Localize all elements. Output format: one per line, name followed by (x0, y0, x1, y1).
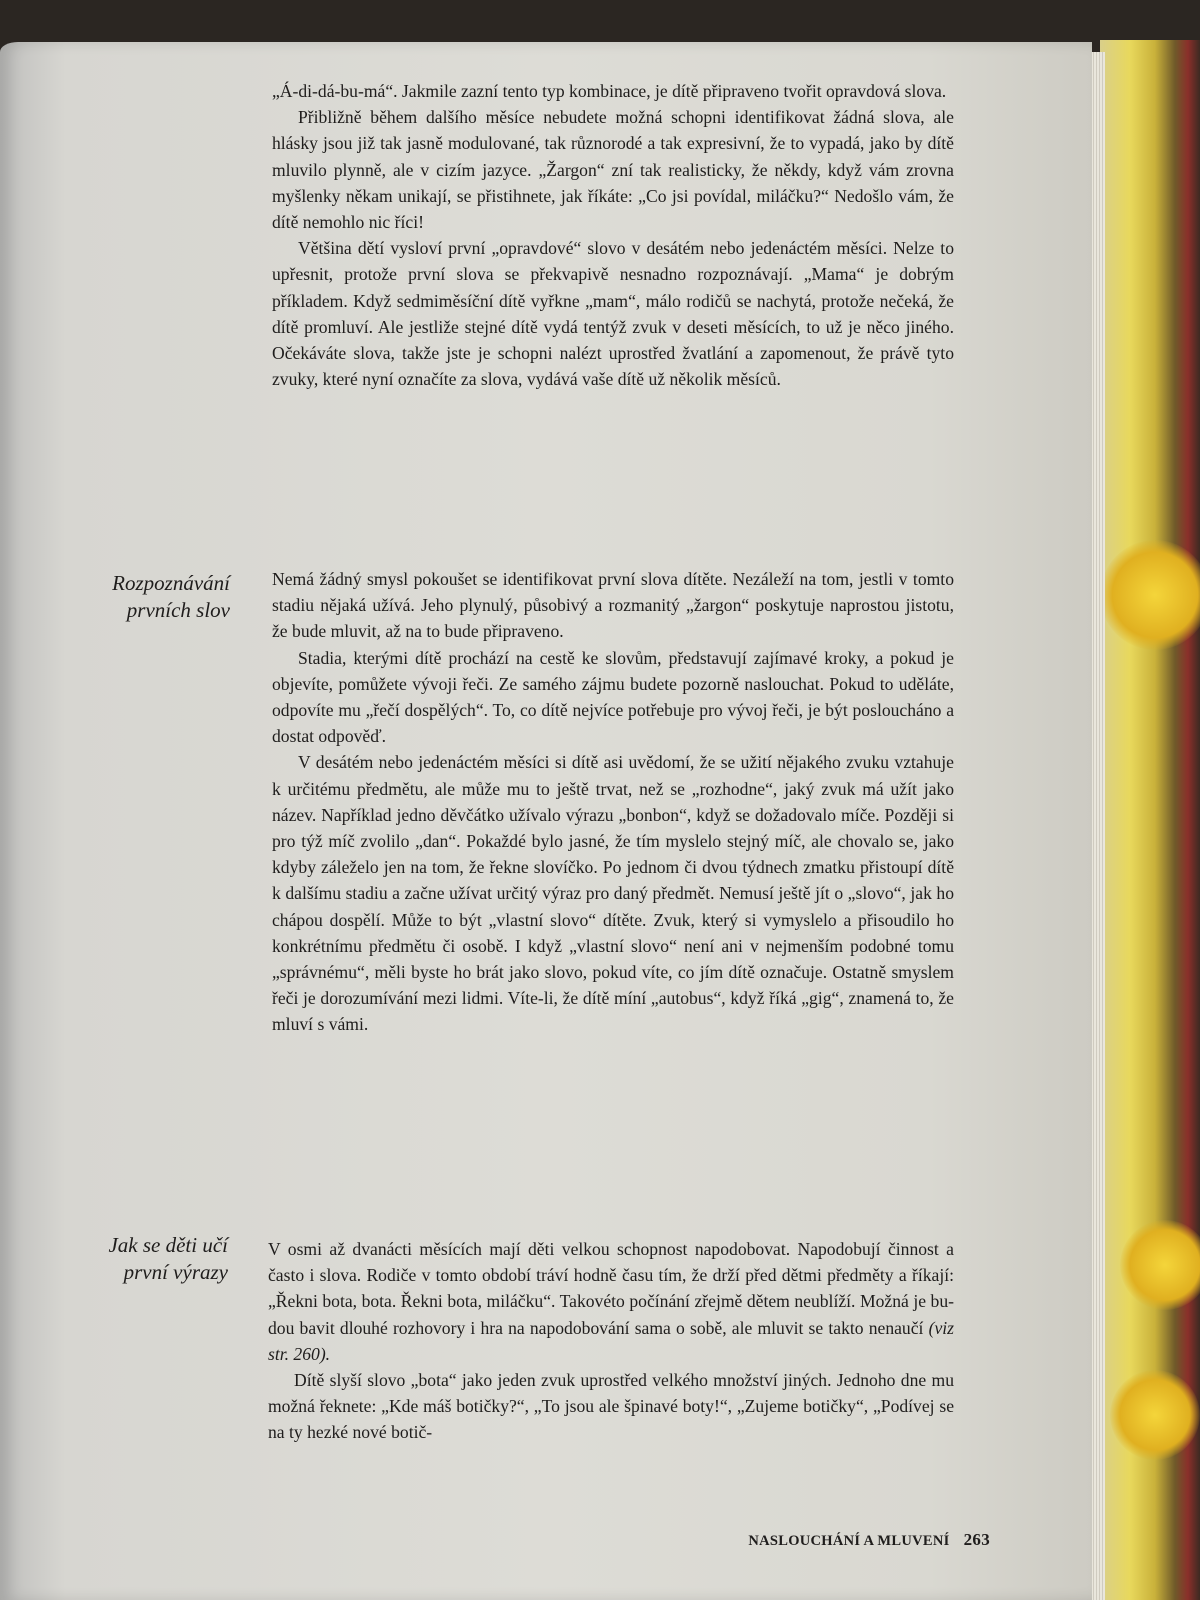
paragraph: Stadia, kterými dítě prochází na cestě ke slovům, představují zajímavé kroky, a pokud je objevíte, pomůžete vývoji řeči. Ze samého zájmu budete pozorně naslouchat. Pokud to uděláte, odpovíte mu „řečí dospělých“. To, co dítě nejvíce potřebuje pro vývoj řeči, je být posloucháno a dostat odpověď. (272, 647, 954, 747)
flower-pattern (1100, 540, 1200, 650)
page-reference: (viz str. 260). (268, 1317, 954, 1364)
paragraph-text: V osmi až dvanácti měsících mají děti velkou schopnost napodobovat. Napodobují činnost a často i slova. Rodiče v tomto období tráví hodně času tím, že drží před dětmi předměty a říkají: „Řekni bota, bota. Řekni bota, miláčku“. Takovéto počínání zřejmě dětem neublíží. Možná je budou bavit dlouhé rozhovory i hra na napodobování sama o sobě, ale mluvit se takto nenaučí (268, 1239, 954, 1338)
paragraph: Nemá žádný smysl pokoušet se identifikovat první slova dítěte. Nezáleží na tom, jestli v tomto stadiu nějaká užívá. Jeho plynulý, působivý a rozmanitý „žargon“ poskytuje naprostou jistotu, že bude mluvit, až na to bude připraveno. (272, 569, 954, 642)
paragraph: V desátém nebo jedenáctém měsíci si dítě asi uvědomí, že se užití nějakého zvuku vztahuje k určitému předmětu, ale může mu to ještě trvat, než se „rozhodne“, jaký zvuk má užít jako název. Například jedno děvčátko užívalo výrazu „bonbon“, když se dožadovalo míče. Později si pro týž míč zvolilo „dan“. Pokaždé bylo jasné, že tím myslelo stejný míč, ale chovalo se, jako kdyby záleželo jen na tom, že řekne slovíčko. Po jednom či dvou týdnech zmatku přistoupí dítě k dalšímu stadiu a začne užívat určitý výraz pro daný předmět. Nemusí ještě jít o „slovo“, jak ho chápou dospělí. Může to být „vlastní slovo“ dítěte. Zvuk, který si vymyslelo a přisoudilo ho konkrétnímu předmětu či osobě. I když „vlastní slovo“ není ani v nejmenším podobné tomu „správnému“, měli byste ho brát jako slovo, pokud víte, co jím dítě označuje. Ostatně smyslem řeči je dorozumívání mezi lidmi. Víte-li, že dítě míní „autobus“, když říká „gig“, znamená to, že mluví s vámi. (272, 752, 954, 1035)
flower-pattern (1120, 1220, 1200, 1310)
tablecloth-background (1100, 40, 1200, 1600)
top-text-block (272, 78, 954, 392)
paragraph: Dítě slyší slovo „bota“ jako jeden zvuk uprostřed velkého množství jiných. Jednoho dne mu možná řeknete: „Kde máš botičky?“, „To jsou ale špinavé boty!“, „Zujeme botičky“, „Podívej se na ty hezké nové botič- (268, 1370, 954, 1443)
paragraph: Většina dětí vysloví první „opravdové“ slovo v desátém nebo jedenáctém měsíci. Nelze to upřesnit, protože první slova se překvapivě nesnadno rozpoznávají. „Mama“ je dobrým příkladem. Když sedmiměsíční dítě vyřkne „mam“, málo rodičů se nachytá, protože nečeká, že dítě promluví. Ale jestliže stejné dítě vydá tentýž zvuk v deseti měsících, to už je něco jiného. Očekáváte slova, takže jste je schopni nalézt uprostřed žvatlání a zapomenout, že právě tyto zvuky, které nyní označíte za slova, vydává vaše dítě už několik měsíců. (272, 238, 954, 390)
book-page (0, 42, 1092, 1600)
side-heading-learning: Jak se děti učí první výrazy (108, 1233, 228, 1284)
paragraph: Přibližně během dalšího měsíce nebudete možná schopni identifikovat žádná slova, ale hlásky jsou již tak jasně modulované, tak různorodé a tak expresivní, že to vypadá, jako by dítě mluvilo plynně, ale v cizím jazyce. „Žargon“ zní tak realisticky, že někdy, když vám zrovna myšlenky někam unikají, se přistihnete, jak říkáte: „Co jsi povídal, miláčku?“ Nedošlo vám, že dítě nemohlo nic říci! (272, 107, 954, 233)
running-footer (690, 1530, 990, 1550)
paragraph: „Á-di-dá-bu-má“. Jakmile zazní tento typ kombinace, je dítě připraveno tvořit opravdová slova. (272, 81, 947, 101)
page-number: 263 (963, 1530, 990, 1549)
side-heading-recognition: Rozpoznávání prvních slov (112, 571, 230, 622)
running-head: NASLOUCHÁNÍ A MLUVENÍ (748, 1533, 950, 1549)
paragraph (268, 1236, 954, 1367)
recognition-text-block (272, 566, 954, 1038)
learning-text-block (268, 1236, 954, 1446)
flower-pattern (1110, 1370, 1200, 1460)
